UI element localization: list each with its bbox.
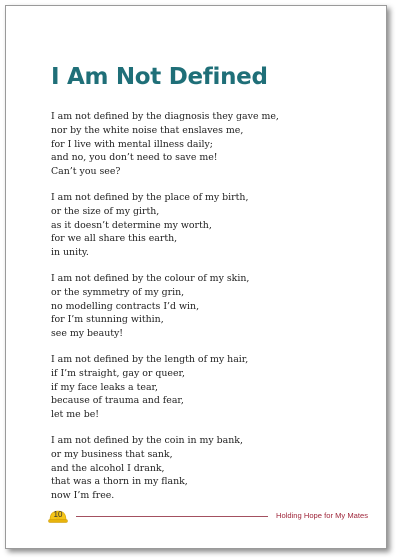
poem-line: Can’t you see? bbox=[51, 166, 121, 178]
poem-body bbox=[51, 110, 371, 515]
poem-line: I am not defined by the diagnosis they gave me, bbox=[51, 111, 279, 122]
poem-line: or my business that sank, bbox=[51, 448, 173, 460]
stanza-3 bbox=[51, 272, 371, 341]
poem-line: in unity. bbox=[51, 247, 89, 259]
poem-line: now I’m free. bbox=[51, 490, 115, 502]
poem-line: I am not defined by the coin in my bank, bbox=[51, 434, 243, 446]
poem-title: I Am Not Defined bbox=[51, 64, 268, 90]
poem-line: I am not defined by the length of my hair, bbox=[51, 353, 249, 365]
stanza-1 bbox=[51, 110, 371, 179]
poem-line: no modelling contracts I’d win, bbox=[51, 300, 200, 312]
poem-line: if my face leaks a tear, bbox=[51, 381, 158, 393]
stanza-2 bbox=[51, 191, 371, 260]
running-footer-title: Holding Hope for My Mates bbox=[275, 511, 368, 520]
poem-line: I am not defined by the place of my birth, bbox=[51, 191, 249, 203]
poem-line: nor by the white noise that enslaves me, bbox=[51, 124, 244, 136]
document-page bbox=[5, 5, 387, 549]
poem-line: for I live with mental illness daily; bbox=[51, 138, 213, 150]
poem-line: let me be! bbox=[51, 409, 100, 421]
poem-line: and the alcohol I drank, bbox=[51, 462, 165, 474]
poem-line: that was a thorn in my flank, bbox=[51, 476, 188, 488]
poem-line: for I’m stunning within, bbox=[51, 314, 164, 326]
page-number: 10 bbox=[53, 510, 63, 519]
poem-line: see my beauty! bbox=[51, 328, 124, 340]
page-footer bbox=[48, 508, 368, 524]
stanza-5 bbox=[51, 434, 371, 503]
footer-divider bbox=[76, 516, 268, 517]
poem-line: as it doesn’t determine my worth, bbox=[51, 219, 212, 231]
poem-line: for we all share this earth, bbox=[51, 233, 178, 245]
poem-line: I am not defined by the colour of my skin, bbox=[51, 272, 250, 284]
poem-line: and no, you don’t need to save me! bbox=[51, 152, 218, 164]
poem-line: because of trauma and fear, bbox=[51, 395, 184, 407]
poem-line: if I’m straight, gay or queer, bbox=[51, 367, 185, 379]
poem-line: or the size of my girth, bbox=[51, 205, 160, 217]
stanza-4 bbox=[51, 353, 371, 422]
poem-line: or the symmetry of my grin, bbox=[51, 286, 185, 298]
